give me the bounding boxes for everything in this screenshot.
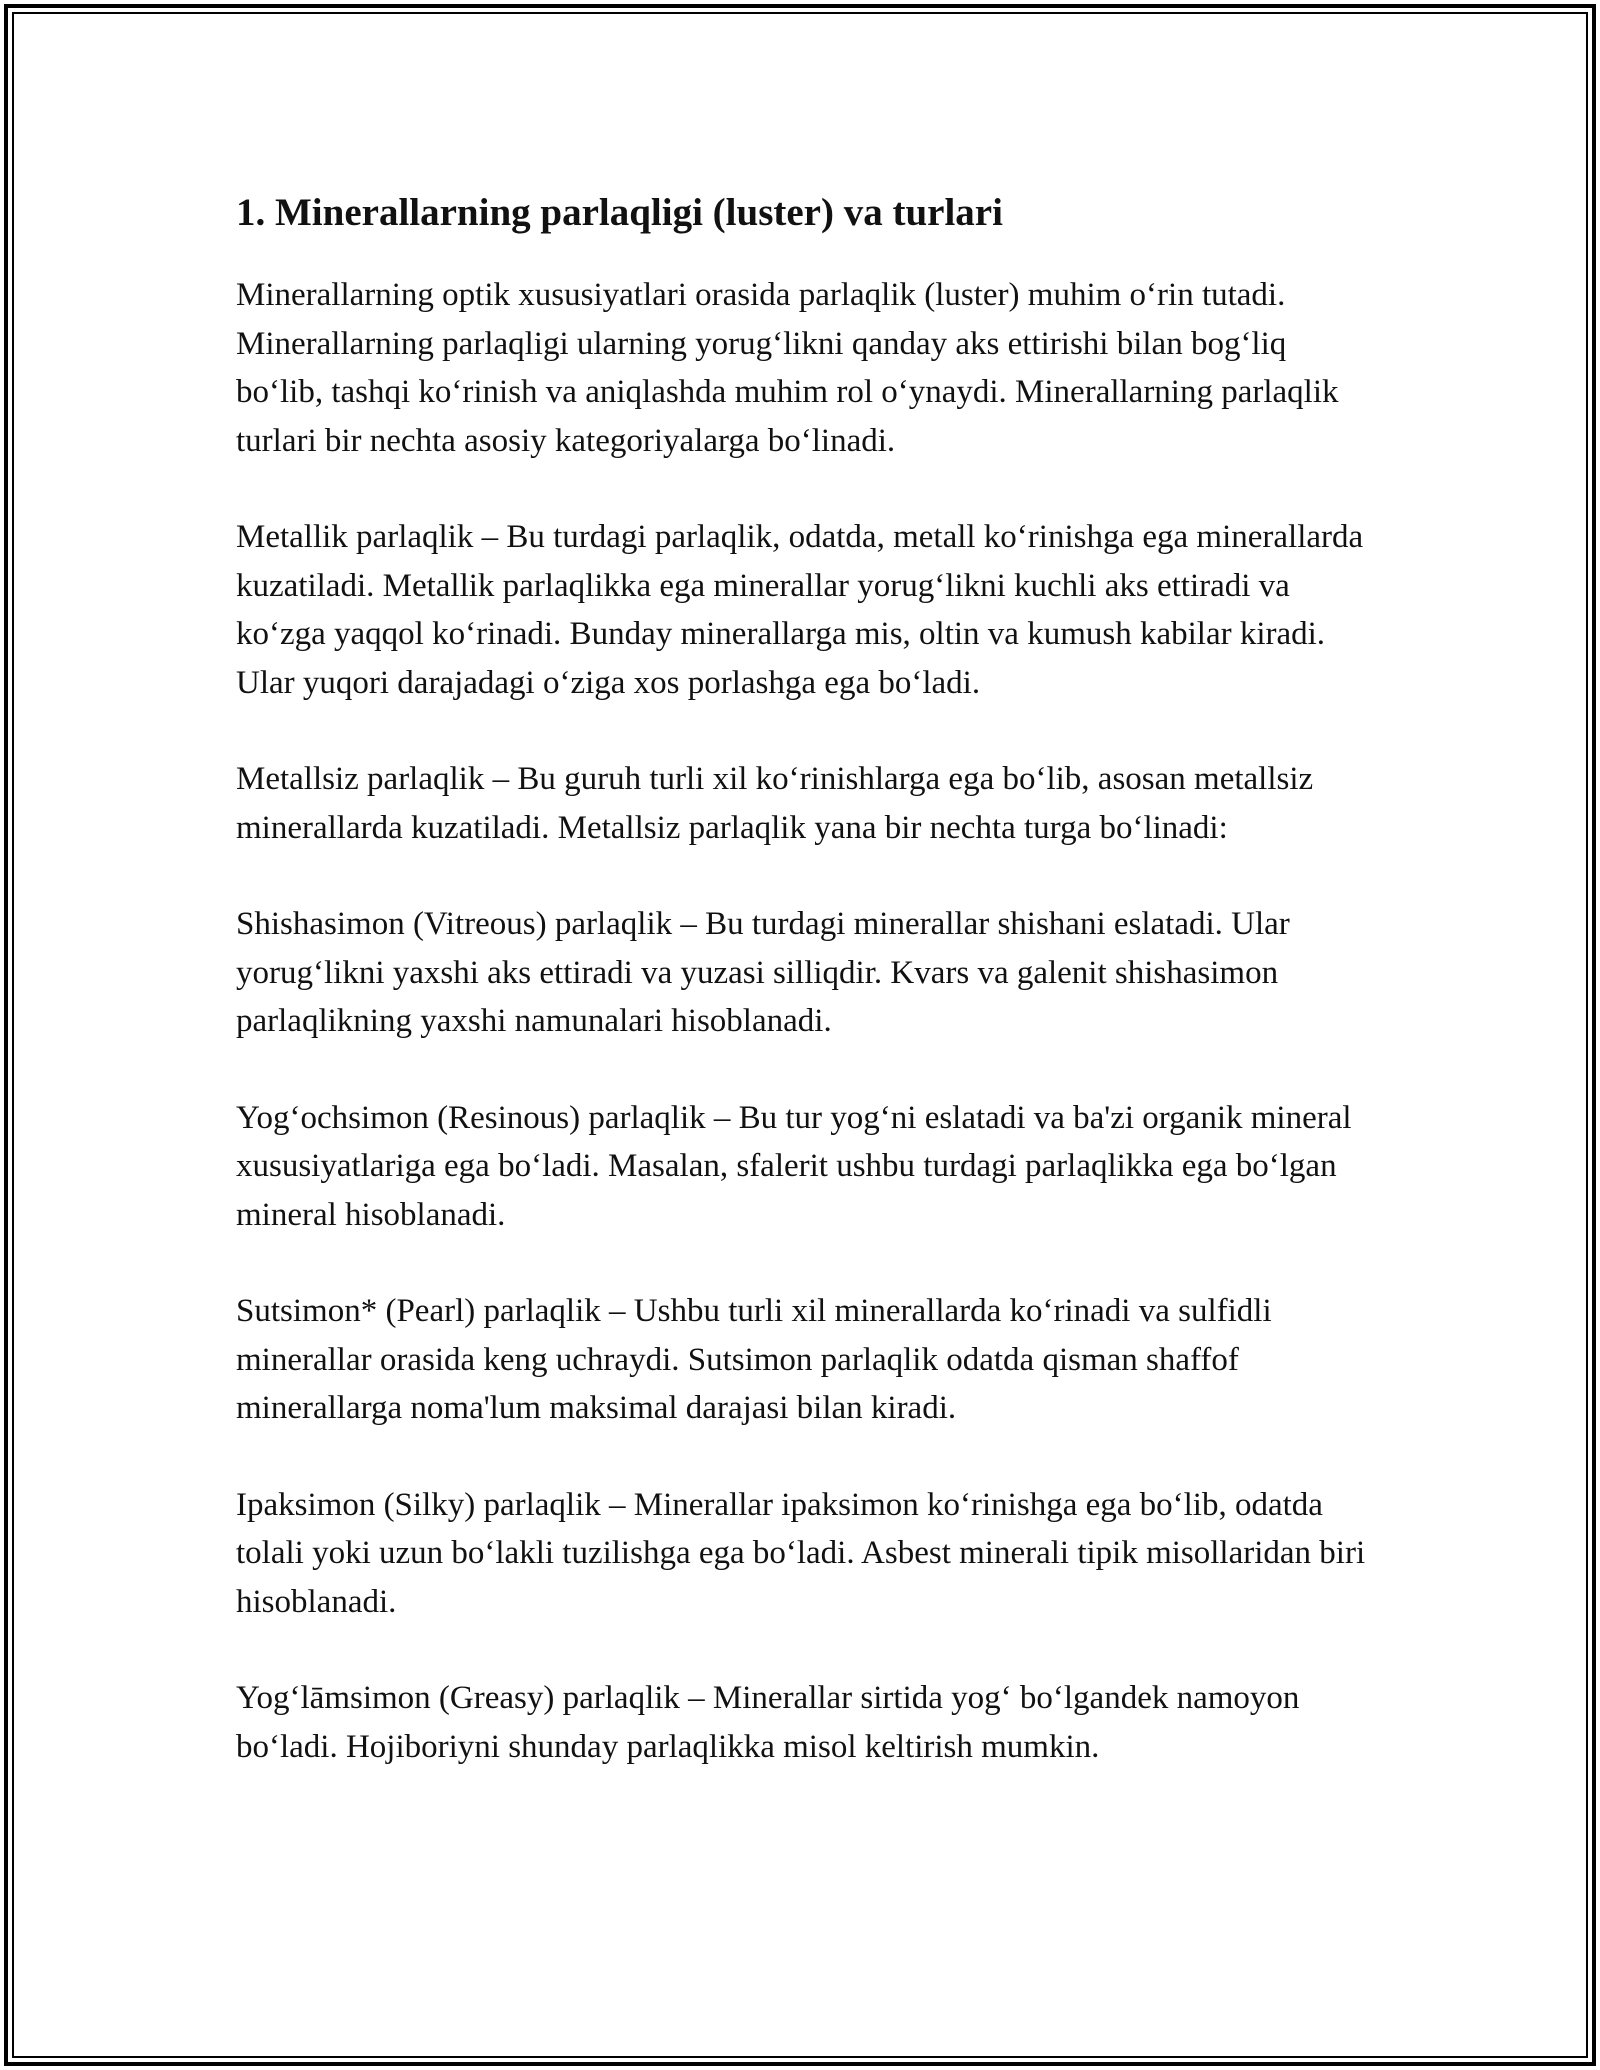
paragraph-silky-luster: Ipaksimon (Silky) parlaqlik – Minerallar ipaksimon koʻrinishga ega boʻlib, odatda tolali yoki uzun boʻlakli tuzilishga ega boʻladi. Asbest minerali tipik misollaridan biri hisoblanadi. bbox=[236, 1486, 1366, 1620]
paragraph-resinous-luster: Yogʻochsimon (Resinous) parlaqlik – Bu tur yogʻni eslatadi va ba'zi organik mineral xususiyatlariga ega boʻladi. Masalan, sfalerit ushbu turdagi parlaqlikka ega boʻlgan mineral hisoblanadi. bbox=[236, 1099, 1352, 1233]
document-body bbox=[236, 185, 1376, 1819]
paragraph-greasy-luster: Yogʻlāmsimon (Greasy) parlaqlik – Minerallar sirtida yogʻ boʻlgandek namoyon boʻladi. Hojiboriyni shunday parlaqlikka misol keltirish mumkin. bbox=[236, 1680, 1300, 1765]
paragraph-metallic-luster: Metallik parlaqlik – Bu turdagi parlaqlik, odatda, metall koʻrinishga ega minerallarda kuzatiladi. Metallik parlaqlikka ega minerallar yorugʻlikni kuchli aks ettiradi va koʻzga yaqqol koʻrinadi. Bunday minerallarga mis, oltin va kumush kabilar kiradi. Ular yuqori darajadagi oʻziga xos porlashga ega boʻladi. bbox=[236, 519, 1364, 701]
paragraph-vitreous-luster: Shishasimon (Vitreous) parlaqlik – Bu turdagi minerallar shishani eslatadi. Ular yorugʻlikni yaxshi aks ettiradi va yuzasi silliqdir. Kvars va galenit shishasimon parlaqlikning yaxshi namunalari hisoblanadi. bbox=[236, 906, 1290, 1039]
paragraph-nonmetallic-luster: Metallsiz parlaqlik – Bu guruh turli xil koʻrinishlarga ega boʻlib, asosan metallsiz minerallarda kuzatiladi. Metallsiz parlaqlik yana bir nechta turga boʻlinadi: bbox=[236, 761, 1314, 846]
paragraph-intro: Minerallarning optik xususiyatlari orasida parlaqlik (luster) muhim oʻrin tutadi. Minerallarning parlaqligi ularning yorugʻlikni qanday aks ettirishi bilan bogʻliq boʻlib, tashqi koʻrinish va aniqlashda muhim rol oʻynaydi. Minerallarning parlaqlik turlari bir nechta asosiy kategoriyalarga boʻlinadi. bbox=[236, 277, 1339, 459]
paragraph-pearl-luster: Sutsimon* (Pearl) parlaqlik – Ushbu turli xil minerallarda koʻrinadi va sulfidli minerallar orasida keng uchraydi. Sutsimon parlaqlik odatda qisman shaffof minerallarga noma'lum maksimal darajasi bilan kiradi. bbox=[236, 1293, 1272, 1426]
section-heading: 1. Minerallarning parlaqligi (luster) va turlari bbox=[236, 191, 1003, 234]
